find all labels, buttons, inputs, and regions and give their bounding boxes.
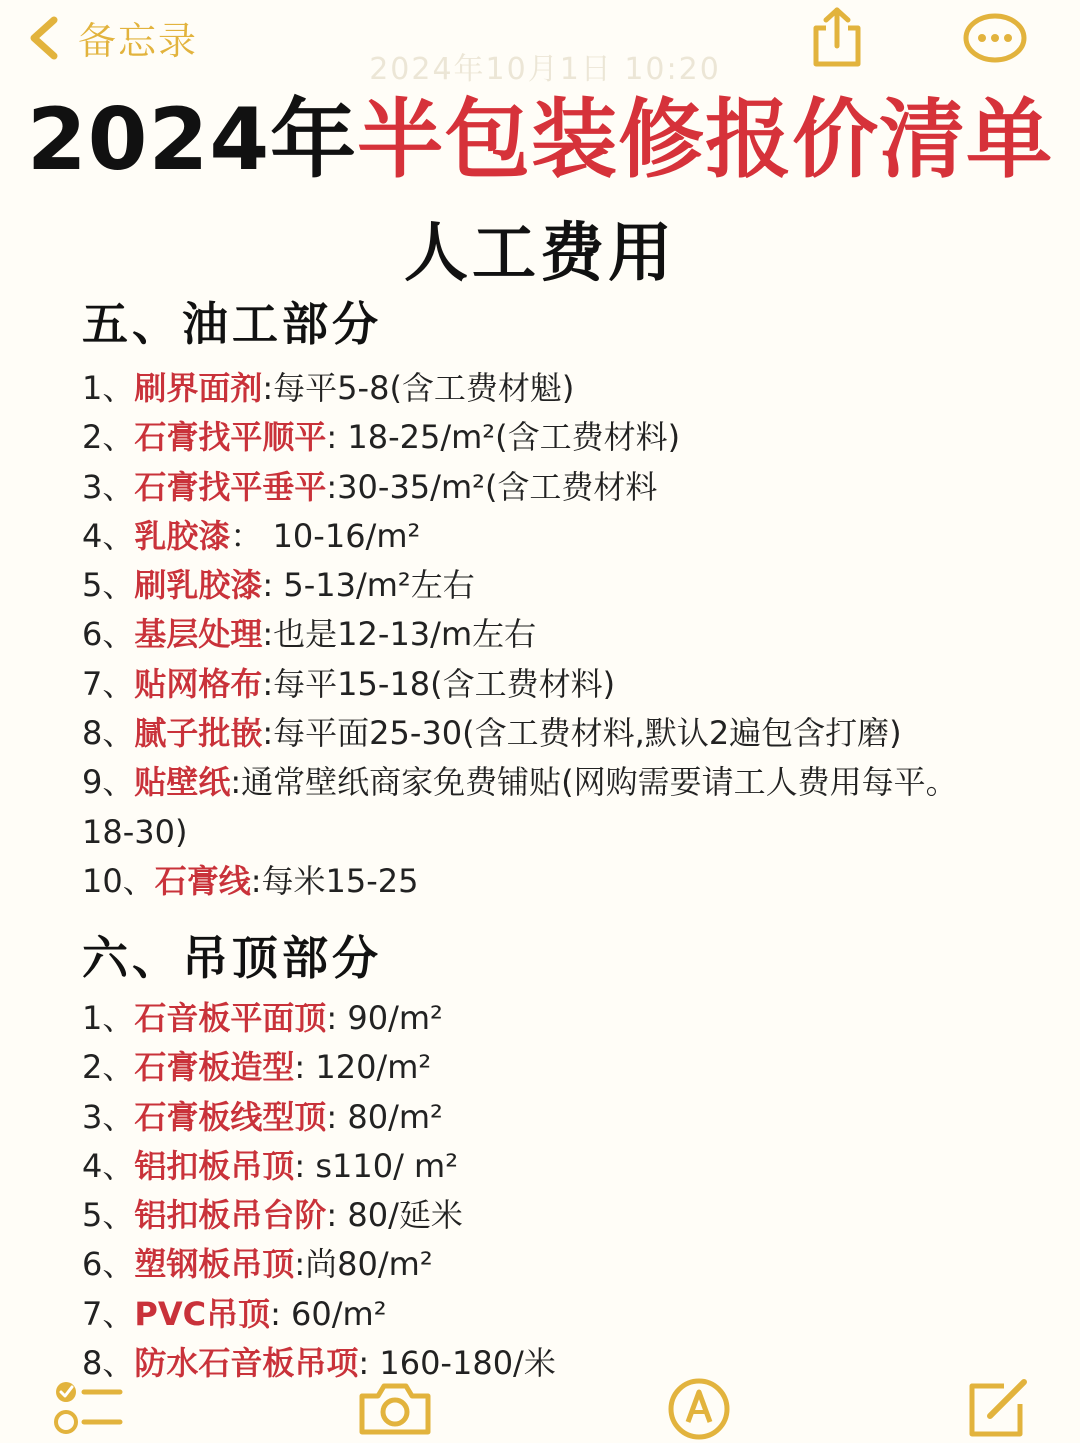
item-detail: :也是12-13/m左右: [262, 615, 537, 654]
item-name: 铝扣板吊顶: [134, 1146, 295, 1185]
item-number: 4、: [82, 1146, 135, 1185]
item-detail: : 18-25/m²(含工费材料): [326, 418, 681, 457]
compose-icon[interactable]: [964, 1378, 1030, 1440]
share-icon[interactable]: [806, 6, 868, 68]
item-name: 石音板平面顶: [134, 999, 327, 1037]
item-name: 刷乳胶漆: [134, 566, 263, 605]
section-list-ceiling: [82, 994, 1042, 1388]
list-item: [82, 1240, 1042, 1289]
item-name: 刷界面剂: [134, 369, 263, 407]
back-label: 备忘录: [78, 19, 199, 63]
page-subtitle: 人工费用: [404, 217, 676, 291]
title-year: 2024年: [26, 90, 358, 190]
item-number: 5、: [82, 566, 135, 605]
item-number: 7、: [82, 1294, 135, 1333]
item-detail: :30-35/m²(含工费材料: [326, 467, 658, 506]
item-number: 8、: [82, 714, 135, 753]
list-item: [82, 1191, 1042, 1240]
item-name: 石膏板造型: [134, 1048, 295, 1087]
item-number: 1、: [82, 369, 135, 407]
item-name: PVC吊顶: [134, 1294, 271, 1333]
item-name: 石膏找平顺平: [134, 418, 327, 457]
item-number: 6、: [82, 615, 135, 654]
item-number: 3、: [82, 1097, 135, 1136]
item-number: 5、: [82, 1196, 135, 1235]
list-item: [82, 709, 1042, 758]
page-title: [0, 70, 1080, 194]
item-detail: :每米15-25: [250, 861, 419, 900]
camera-icon[interactable]: [356, 1378, 434, 1438]
more-options-icon[interactable]: [962, 12, 1028, 64]
item-detail: :尚80/m²: [294, 1245, 433, 1284]
list-item: [82, 364, 1042, 413]
item-name: 腻子批嵌: [134, 714, 263, 753]
title-main: 半包装修报价清单: [357, 90, 1054, 190]
list-item: [82, 660, 1042, 709]
item-detail: :每平15-18(含工费材料): [262, 664, 616, 703]
item-number: 7、: [82, 664, 135, 703]
item-detail: : 5-13/m²左右: [262, 566, 475, 605]
item-number: 2、: [82, 418, 135, 457]
section-list-painting: [82, 364, 1042, 906]
list-item: [82, 1043, 1042, 1092]
checklist-icon[interactable]: [52, 1378, 124, 1438]
item-number: 1、: [82, 999, 135, 1037]
list-item: [82, 857, 1042, 906]
item-number: 8、: [82, 1344, 135, 1383]
item-name: 贴壁纸: [134, 763, 231, 802]
item-detail: : s110/ m²: [294, 1146, 459, 1185]
list-item: [82, 413, 1042, 462]
item-name: 贴网格布: [134, 664, 263, 703]
note-date: 2024年10月1日 10:20: [369, 52, 721, 87]
chevron-left-icon: [22, 14, 66, 62]
item-number: 9、: [82, 763, 135, 802]
list-item: [82, 463, 1042, 512]
list-item: [82, 758, 962, 857]
section-heading: 六、吊顶部分: [82, 931, 382, 985]
list-item: [82, 512, 1042, 561]
list-item: [82, 561, 1042, 610]
item-name: 石膏板线型顶: [134, 1097, 327, 1136]
item-number: 2、: [82, 1048, 135, 1087]
item-name: 石膏找平垂平: [134, 467, 327, 506]
item-number: 6、: [82, 1245, 135, 1284]
item-detail: :通常壁纸商家免费铺贴(网购需要请工人费用每平。18-30): [82, 763, 958, 851]
list-item: [82, 1290, 1042, 1339]
item-detail: : 120/m²: [294, 1048, 432, 1087]
list-item: [82, 994, 1042, 1043]
item-name: 铝扣板吊台阶: [134, 1196, 327, 1235]
list-item: [82, 610, 1042, 659]
item-name: 塑钢板吊顶: [134, 1245, 295, 1284]
markup-icon[interactable]: [666, 1378, 732, 1440]
list-item: [82, 1093, 1042, 1142]
notes-toolbar: [0, 1372, 1080, 1443]
item-detail: : 80/m²: [326, 1097, 443, 1136]
list-item: [82, 1142, 1042, 1191]
item-name: 基层处理: [134, 615, 263, 654]
item-name: 防水石音板吊项: [134, 1344, 359, 1383]
item-number: 4、: [82, 516, 135, 555]
item-detail: : 90/m²: [326, 999, 443, 1037]
item-detail: :每平面25-30(含工费材料,默认2遍包含打磨): [262, 714, 902, 753]
back-button[interactable]: [22, 10, 198, 65]
item-detail: : 160-180/米: [358, 1344, 556, 1383]
item-detail: : 80/延米: [326, 1196, 463, 1235]
item-detail: ： 10-16/m²: [230, 516, 421, 555]
item-detail: :每平5-8(含工费材魁): [262, 369, 575, 407]
item-name: 乳胶漆: [134, 516, 231, 555]
item-name: 石膏线: [154, 861, 251, 900]
item-number: 10、: [82, 861, 155, 900]
item-detail: : 60/m²: [270, 1294, 387, 1333]
section-heading: 五、油工部分: [82, 297, 382, 351]
item-number: 3、: [82, 467, 135, 506]
